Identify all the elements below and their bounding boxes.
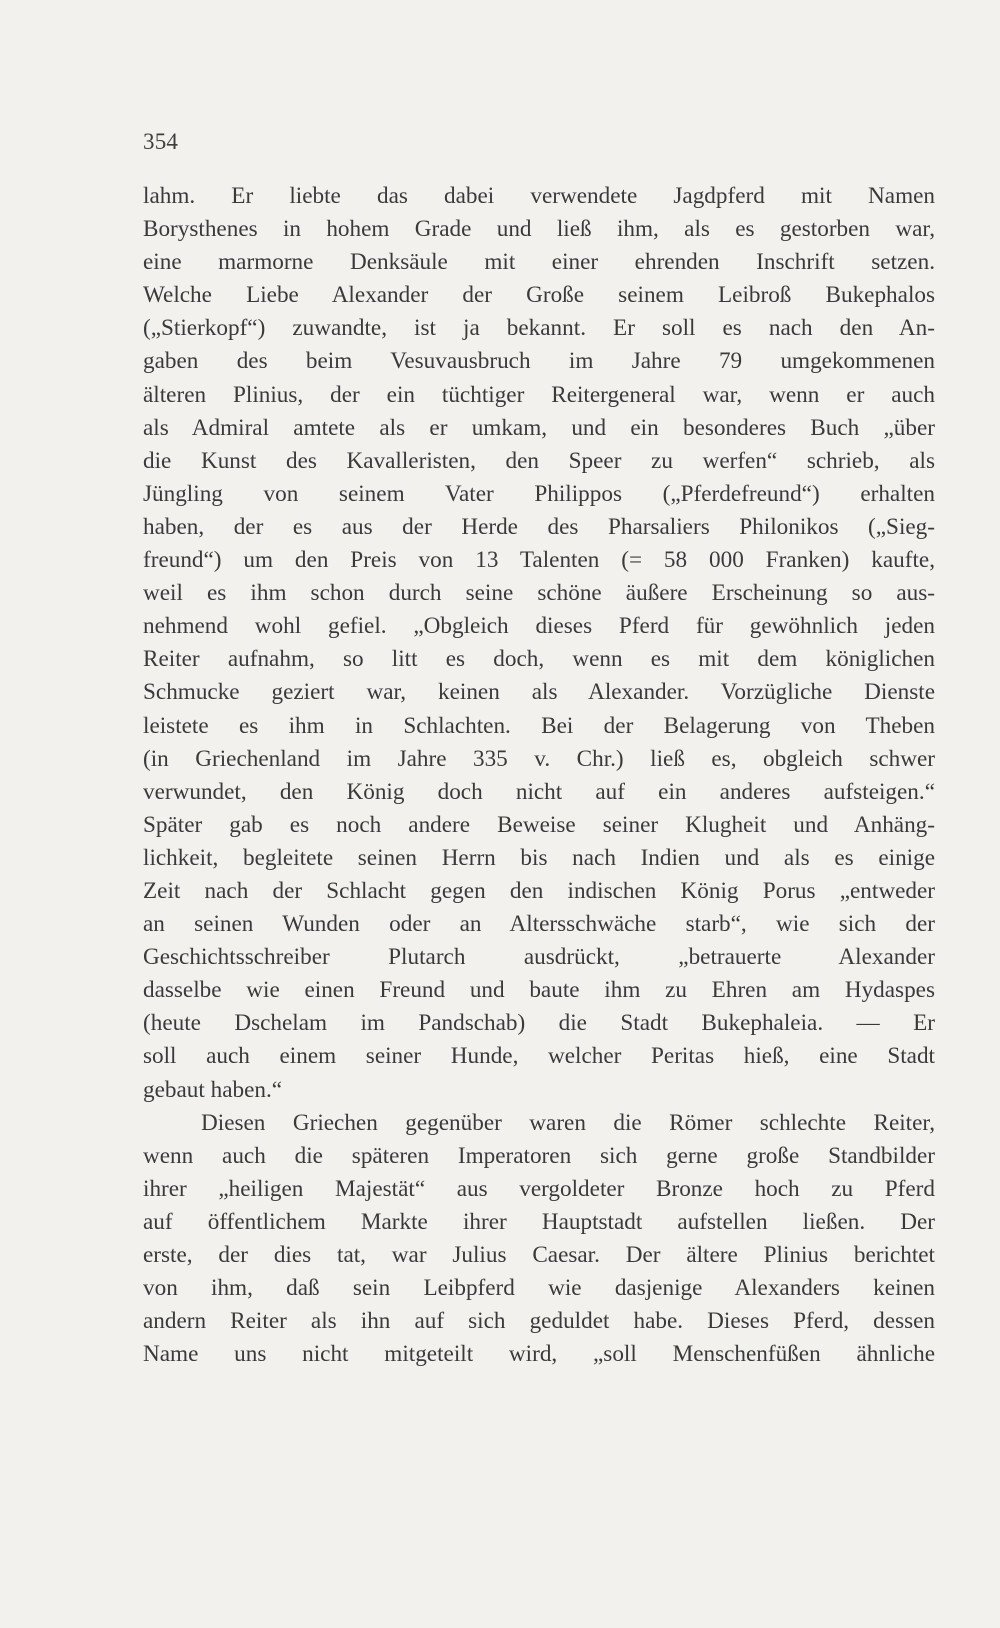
text-line: (heute Dschelam im Pandschab) die Stadt Bukephaleia. — Er <box>143 1010 935 1037</box>
text-line: leistete es ihm in Schlachten. Bei der Belagerung von Theben <box>143 712 935 739</box>
text-line: freund“) um den Preis von 13 Talenten (= 58 000 Franken) kaufte, <box>143 547 935 574</box>
text-line: die Kunst des Kavalleristen, den Speer zu werfen“ schrieb, als <box>143 447 935 474</box>
text-line: wenn auch die späteren Imperatoren sich gerne große Standbilder <box>143 1142 935 1169</box>
text-line: Borysthenes in hohem Grade und ließ ihm, als es gestorben war, <box>143 216 935 243</box>
text-line: (in Griechenland im Jahre 335 v. Chr.) ließ es, obgleich schwer <box>143 745 935 772</box>
text-line: ihrer „heiligen Majestät“ aus vergoldeter Bronze hoch zu Pferd <box>143 1175 935 1202</box>
text-line: eine marmorne Denksäule mit einer ehrenden Inschrift setzen. <box>143 249 935 276</box>
text-line: erste, der dies tat, war Julius Caesar. Der ältere Plinius berichtet <box>143 1242 935 1268</box>
text-line: dasselbe wie einen Freund und baute ihm zu Ehren am Hydaspes <box>143 977 935 1004</box>
text-line: Schmucke geziert war, keinen als Alexander. Vorzügliche Dienste <box>143 679 935 706</box>
text-line: gaben des beim Vesuvausbruch im Jahre 79 umgekommenen <box>143 348 935 375</box>
text-line: („Stierkopf“) zuwandte, ist ja bekannt. Er soll es nach den An- <box>143 315 935 342</box>
text-line: Zeit nach der Schlacht gegen den indischen König Porus „entweder <box>143 877 935 904</box>
text-line: haben, der es aus der Herde des Pharsaliers Philonikos („Sieg- <box>143 513 935 540</box>
text-line: Reiter aufnahm, so litt es doch, wenn es mit dem königlichen <box>143 646 935 673</box>
text-line: weil es ihm schon durch seine schöne äußere Erscheinung so aus- <box>143 580 935 607</box>
text-line: lahm. Er liebte das dabei verwendete Jagdpferd mit Namen <box>143 183 935 209</box>
text-line: von ihm, daß sein Leibpferd wie dasjenige Alexanders keinen <box>143 1275 935 1302</box>
text-line: Geschichtsschreiber Plutarch ausdrückt, „betrauerte Alexander <box>143 944 935 971</box>
text-line: Name uns nicht mitgeteilt wird, „soll Menschenfüßen ähnliche <box>143 1341 935 1368</box>
text-line: gebaut haben.“ <box>143 1076 283 1103</box>
text-line: Diesen Griechen gegenüber waren die Römer schlechte Reiter, <box>201 1109 935 1136</box>
text-line: andern Reiter als ihn auf sich geduldet habe. Dieses Pferd, dessen <box>143 1308 935 1335</box>
text-line: nehmend wohl gefiel. „Obgleich dieses Pferd für gewöhnlich jeden <box>143 613 935 640</box>
page-number: 354 <box>143 129 179 154</box>
text-line: auf öffentlichem Markte ihrer Hauptstadt aufstellen ließen. Der <box>143 1208 935 1235</box>
text-line: lichkeit, begleitete seinen Herrn bis nach Indien und als es einige <box>143 844 935 871</box>
text-line: verwundet, den König doch nicht auf ein anderes aufsteigen.“ <box>143 778 935 805</box>
text-line: soll auch einem seiner Hunde, welcher Peritas hieß, eine Stadt <box>143 1043 935 1070</box>
text-line: Jüngling von seinem Vater Philippos („Pferdefreund“) erhalten <box>143 480 935 507</box>
text-line: an seinen Wunden oder an Altersschwäche starb“, wie sich der <box>143 911 935 938</box>
text-line: als Admiral amtete als er umkam, und ein besonderes Buch „über <box>143 414 935 441</box>
text-line: Später gab es noch andere Beweise seiner Klugheit und Anhäng- <box>143 811 935 838</box>
body-text <box>143 180 935 1371</box>
text-line: Welche Liebe Alexander der Große seinem Leibroß Bukephalos <box>143 282 935 309</box>
text-line: älteren Plinius, der ein tüchtiger Reitergeneral war, wenn er auch <box>143 381 935 408</box>
